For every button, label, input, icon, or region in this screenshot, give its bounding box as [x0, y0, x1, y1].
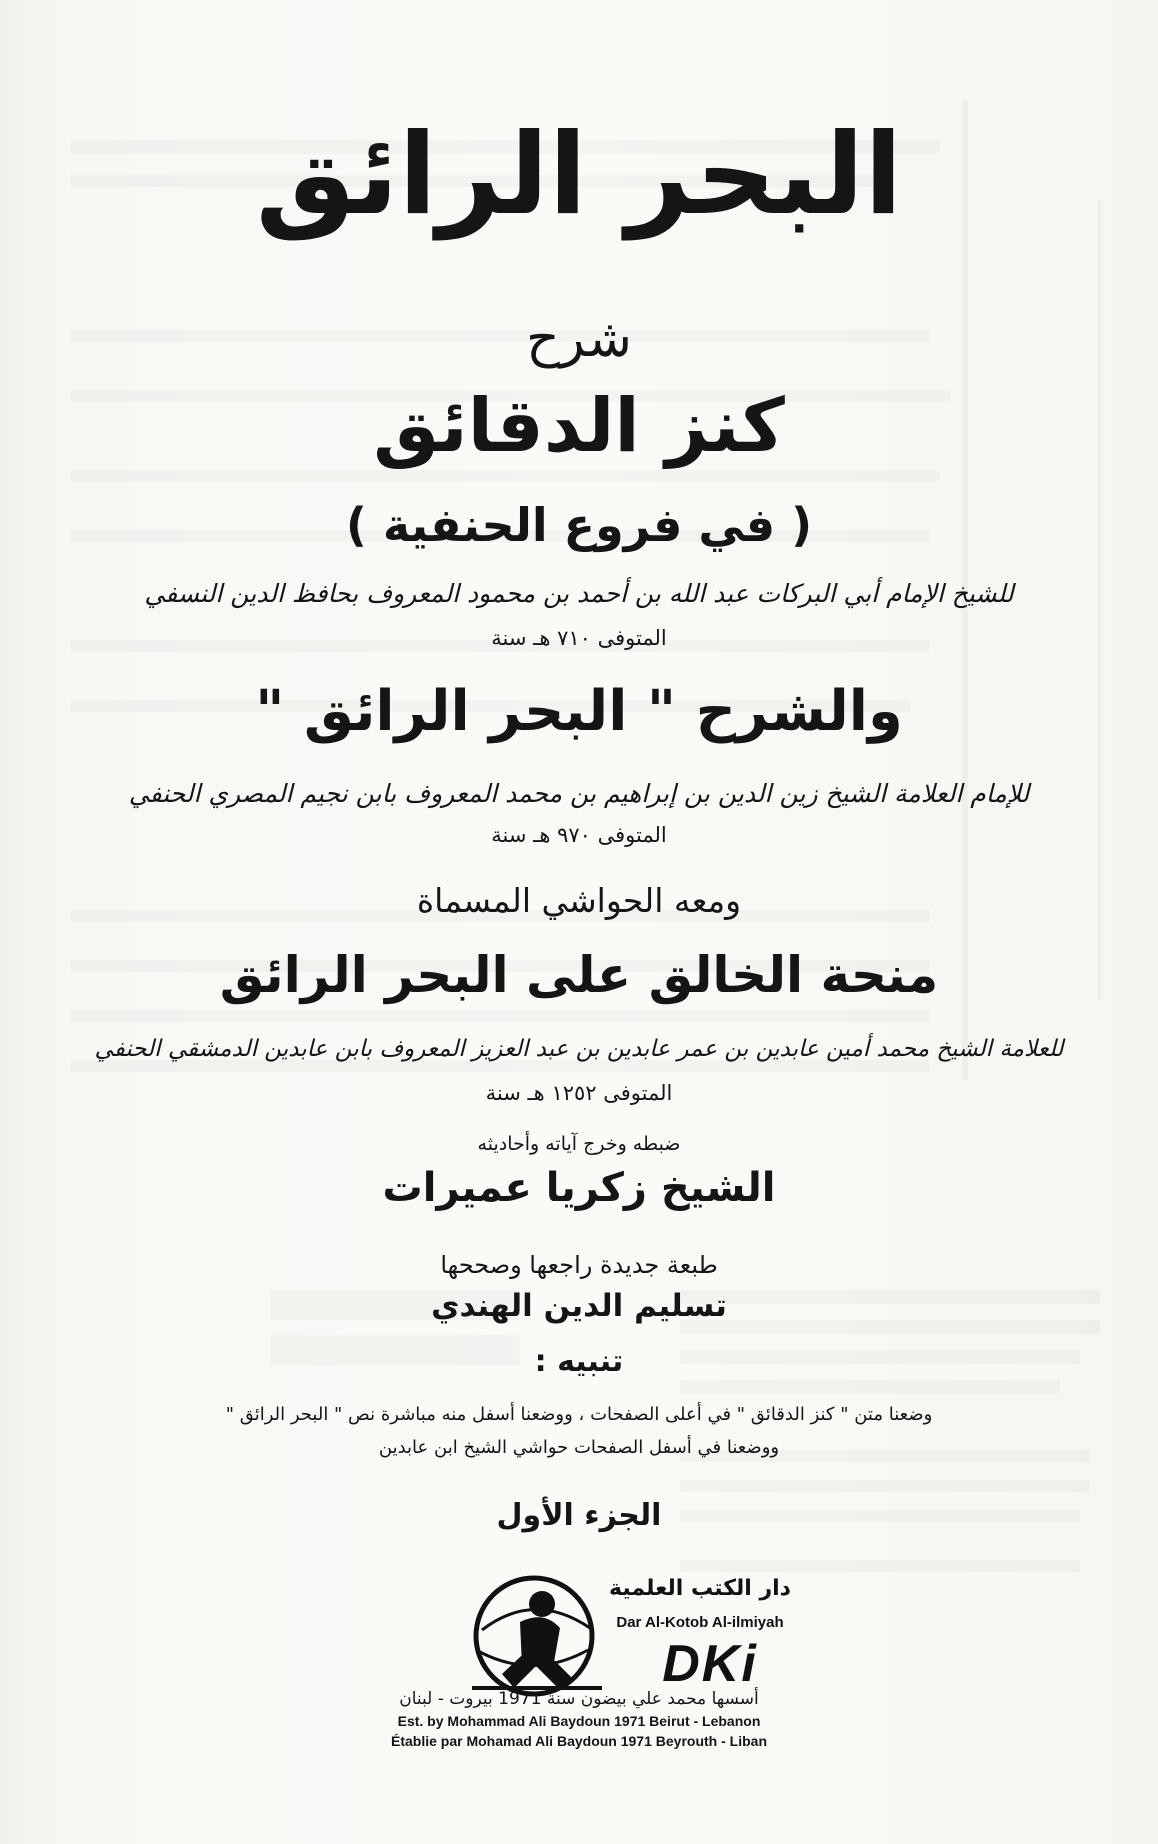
- notice-line-2: ووضعنا في أسفل الصفحات حواشي الشيخ ابن عابدين: [378, 1437, 780, 1458]
- bleed-through-line: [680, 1380, 1060, 1394]
- established-fr: Établie par Mohamad Ali Baydoun 1971 Beyrouth - Liban: [391, 1733, 767, 1749]
- sharh-label: شرح: [526, 309, 632, 369]
- furu-subtitle: ( في فروع الحنفية ): [345, 498, 813, 552]
- editor-name: الشيخ زكريا عميرات: [382, 1165, 776, 1211]
- notice-line-1: وضعنا متن " كنز الدقائق " في أعلى الصفحات ، ووضعنا أسفل منه مباشرة نص " البحر الرائق ": [225, 1404, 933, 1425]
- death-date-ibn-abidin: المتوفى ١٢٥٢ هـ سنة: [485, 1081, 673, 1105]
- editing-credit-label: ضبطه وخرج آياته وأحاديثه: [477, 1133, 681, 1155]
- established-ar: أسسها محمد علي بيضون سنة 1971 بيروت - لبنان: [399, 1689, 759, 1709]
- bleed-through-line: [70, 470, 940, 482]
- bleed-through-line: [70, 1010, 930, 1022]
- hawashi-label: ومعه الحواشي المسماة: [416, 881, 742, 920]
- edition-note: طبعة جديدة راجعها وصححها: [440, 1251, 718, 1279]
- death-date-nasafi: المتوفى ٧١٠ هـ سنة: [491, 626, 667, 650]
- dki-logotype: DKi: [662, 1635, 758, 1693]
- reader-globe-icon: [462, 1570, 612, 1700]
- minha-title: منحة الخالق على البحر الرائق: [219, 946, 939, 1004]
- publisher-name-en: Dar Al-Kotob Al-ilmiyah: [616, 1614, 784, 1631]
- notice-heading: تنبيه :: [534, 1344, 624, 1379]
- author-nasafi: للشيخ الإمام أبي البركات عبد الله بن أحمد بن محمود المعروف بحافظ الدين النسفي: [144, 579, 1014, 608]
- established-en: Est. by Mohammad Ali Baydoun 1971 Beirut - Lebanon: [397, 1713, 761, 1729]
- commentary-title: والشرح " البحر الرائق ": [255, 679, 903, 744]
- author-ibn-abidin: للعلامة الشيخ محمد أمين عابدين بن عمر عابدين بن عبد العزيز المعروف بابن عابدين الدمشقي الحنفي: [94, 1036, 1064, 1062]
- reviewer-name: تسليم الدين الهندي: [431, 1288, 727, 1324]
- death-date-ibn-nujaym: المتوفى ٩٧٠ هـ سنة: [491, 823, 667, 847]
- main-title: البحر الرائق: [255, 110, 903, 240]
- publisher-name-ar: دار الكتب العلمية: [609, 1576, 791, 1601]
- bleed-through-line: [680, 1480, 1090, 1492]
- volume-label: الجزء الأول: [496, 1498, 662, 1533]
- kanz-title: كنز الدقائق: [373, 383, 785, 469]
- author-ibn-nujaym: للإمام العلامة الشيخ زين الدين بن إبراهيم بن محمد المعروف بابن نجيم المصري الحنفي: [128, 779, 1030, 808]
